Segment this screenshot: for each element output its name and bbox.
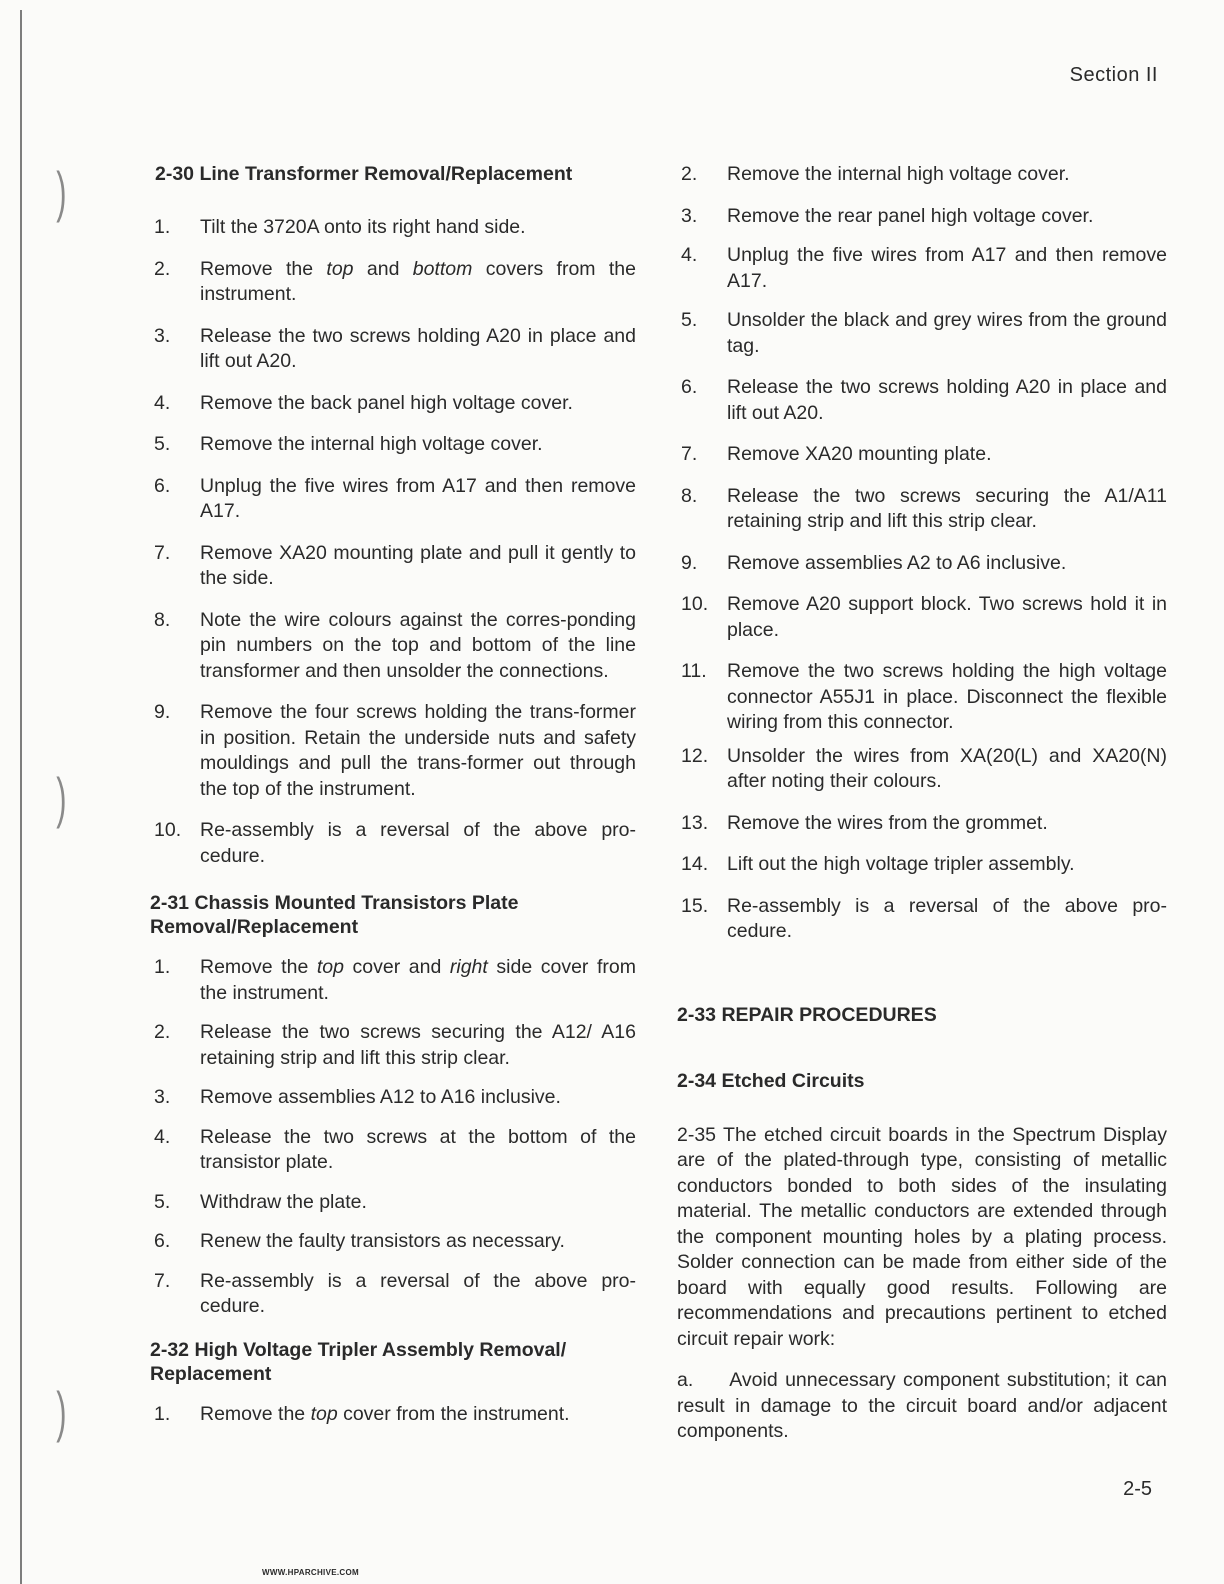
step-item [150,608,636,685]
step-item [677,484,1167,535]
step-text: Release the two screws at the bottom of the transistor plate. [200,1125,636,1173]
step-number: 7. [154,541,171,564]
step-item [150,391,636,417]
step-number: 12. [681,744,709,767]
step-text: Remove assemblies A12 to A16 inclusive. [200,1086,561,1108]
step-number: 9. [681,551,698,574]
step-number: 9. [154,701,171,723]
step-text: Remove assemblies A2 to A6 inclusive. [727,551,1067,574]
paragraph-2-35: 2-35 The etched circuit boards in the Spectrum Display are of the plated-through type, consisting of metallic conductors bonded to both sides of the insulating material. The metallic conductors are extended through the component mounting holes by a plating process. Solder connection can be made from either side of the board with equally good results. Following are recommendations and precautions pertinent to etched circuit repair work: [677,1123,1167,1350]
step-number: 1. [154,956,171,978]
step-item [677,852,1167,878]
left-column [150,162,636,1427]
step-item [150,541,636,592]
step-text: Unsolder the wires from XA(20(L) and XA20(N) after noting their colours. [727,744,1167,792]
step-number: 10. [154,819,182,841]
step-item [150,215,636,241]
step-item [677,162,1167,188]
step-text: Unsolder the black and grey wires from the ground tag. [727,309,1167,357]
step-text: Remove XA20 mounting plate. [727,443,992,465]
step-item [150,1190,636,1216]
step-text: Withdraw the plate. [200,1190,367,1213]
heading-2-33: 2-33 REPAIR PROCEDURES [677,1003,937,1026]
step-text: Re-assembly is a reversal of the above pro-cedure. [200,819,636,867]
step-text: Remove the four screws holding the trans-former in position. Retain the underside nuts and safety mouldings and pull the trans-former out through the top of the instrument. [200,701,636,800]
step-item [150,474,636,525]
step-text: Renew the faulty transistors as necessary. [200,1230,565,1252]
step-item [677,243,1167,294]
step-number: 5. [154,1190,171,1213]
step-item [150,1085,636,1111]
step-number: 6. [154,474,171,497]
step-text: Lift out the high voltage tripler assembly. [727,853,1075,875]
step-number: 1. [154,1402,171,1425]
step-text: Remove A20 support block. Two screws hold it in place. [727,593,1167,641]
step-item [677,442,1167,468]
footer-url: WWW.HPARCHIVE.COM [262,1568,359,1577]
heading-2-31: 2-31 Chassis Mounted Transistors Plate Removal/Replacement [150,892,519,938]
step-text: Remove the top cover from the instrument. [200,1402,570,1425]
step-text: Remove the internal high voltage cover. [727,163,1070,185]
step-item [150,1402,636,1428]
step-item [150,1125,636,1176]
step-number: 3. [154,324,171,347]
step-number: 5. [681,309,698,331]
step-item [677,204,1167,230]
step-number: 2. [154,1021,171,1043]
step-number: 8. [154,608,171,631]
step-item [677,375,1167,426]
step-text: Re-assembly is a reversal of the above pro-cedure. [727,894,1167,942]
step-number: 14. [681,853,709,875]
step-item [150,1269,636,1320]
step-number: 10. [681,593,709,615]
step-item [677,811,1167,837]
step-text: Unplug the five wires from A17 and then remove A17. [727,244,1167,292]
step-item [150,432,636,458]
step-item [150,257,636,308]
step-item [677,308,1167,359]
step-text: Release the two screws holding A20 in place and lift out A20. [200,324,636,372]
step-item [150,324,636,375]
step-number: 3. [154,1086,171,1108]
step-item [150,700,636,802]
step-item [150,818,636,869]
step-text: Remove the wires from the grommet. [727,811,1048,834]
step-text: Release the two screws securing the A1/A11 retaining strip and lift this strip clear. [727,484,1167,532]
step-item [677,592,1167,643]
step-number: 15. [681,894,709,917]
step-text: Re-assembly is a reversal of the above pro-cedure. [200,1269,636,1317]
step-item [150,1229,636,1255]
step-item [677,744,1167,795]
page-binding-edge [20,10,22,1584]
step-number: 7. [681,443,698,465]
step-text: Remove the internal high voltage cover. [200,433,543,455]
step-text: Remove the top and bottom covers from the instrument. [200,257,636,305]
step-number: 1. [154,216,171,238]
step-number: 2. [681,163,698,185]
binder-hole-mark: ) [56,1380,67,1443]
step-number: 3. [681,204,698,227]
step-number: 5. [154,433,171,455]
step-text: Tilt the 3720A onto its right hand side. [200,216,526,238]
heading-2-34: 2-34 Etched Circuits [677,1069,865,1092]
step-text: Release the two screws holding A20 in place and lift out A20. [727,376,1167,424]
binder-hole-mark: ) [56,766,67,829]
step-item [677,659,1167,736]
step-text: Remove the back panel high voltage cover. [200,391,573,414]
step-text: Release the two screws securing the A12/ A16 retaining strip and lift this strip clear. [200,1021,636,1069]
section-header: Section II [1069,64,1158,86]
step-number: 4. [154,391,171,414]
step-item [150,955,636,1006]
step-text: Remove XA20 mounting plate and pull it gently to the side. [200,541,636,589]
heading-2-30: 2-30 Line Transformer Removal/Replacement [155,163,573,185]
step-item [677,894,1167,945]
page-number: 2-5 [1123,1478,1152,1500]
step-number: 6. [154,1230,171,1252]
heading-2-32: 2-32 High Voltage Tripler Assembly Removal/ Replacement [150,1338,567,1385]
step-number: 6. [681,376,698,398]
step-item [150,1020,636,1071]
step-number: 7. [154,1269,171,1292]
step-text: Remove the top cover and right side cover from the instrument. [200,956,636,1004]
step-text: Remove the two screws holding the high voltage connector A55J1 in place. Disconnect the flexible wiring from this connector. [727,660,1167,733]
sub-item-a: a. Avoid unnecessary component substitution; it can result in damage to the circuit board and/or adjacent components. [677,1369,1167,1442]
step-text: Note the wire colours against the corres-ponding pin numbers on the top and bottom of the line transformer and then unsolder the connections. [200,608,636,682]
step-text: Unplug the five wires from A17 and then remove A17. [200,474,636,522]
step-number: 11. [681,660,707,682]
step-number: 4. [154,1125,171,1148]
step-item [677,551,1167,577]
right-column [677,162,1167,1445]
step-number: 4. [681,244,698,266]
step-number: 13. [681,811,709,834]
step-text: Remove the rear panel high voltage cover. [727,204,1094,227]
binder-hole-mark: ) [56,160,67,223]
step-number: 2. [154,257,171,280]
step-number: 8. [681,484,698,507]
